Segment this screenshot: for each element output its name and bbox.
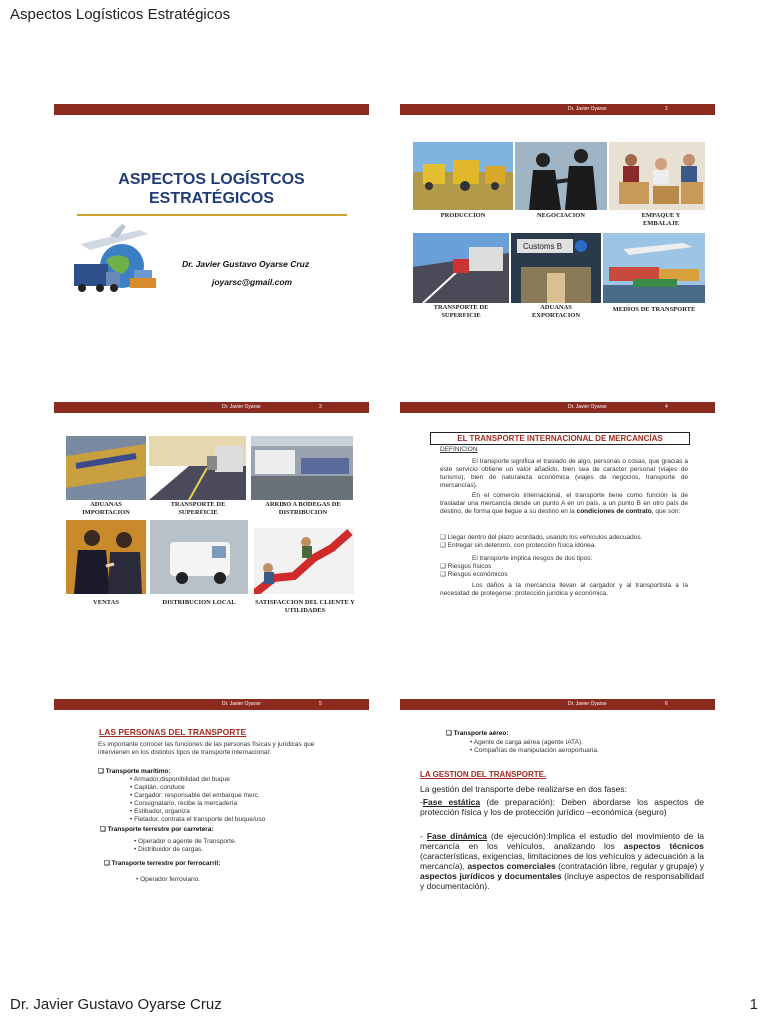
list-item: • Consignatario, recibe la mercadería (130, 800, 238, 807)
page-number: 1 (749, 996, 758, 1013)
slide-header-bar (400, 104, 715, 115)
footer-author: Dr. Javier Gustavo Oyarse Cruz (10, 996, 222, 1013)
slide-number: 2 (665, 106, 668, 112)
photo-distribucion-local (150, 520, 248, 594)
list-item: • Distribuidor de cargas. (134, 846, 204, 853)
caption-aduanas-importacion: ADUANAS IMPORTACION (82, 501, 130, 516)
title-divider (77, 214, 347, 216)
list-item: • Compañías de manipulación aeroportuaria. (470, 747, 599, 754)
logistics-image (70, 222, 158, 300)
slide-header-author: Dr. Javier Oyarse (222, 701, 261, 707)
air-list (470, 739, 599, 755)
photo-satisfaccion-cliente (254, 528, 354, 594)
slide-header-bar (54, 402, 369, 413)
road-list (134, 838, 236, 854)
list-item: • Cargador: responsable del embarque merc. (130, 792, 260, 799)
caption-negociacion: NEGOCIACION (536, 212, 586, 219)
paragraph-danos: Los daños a la mercancía llevan al cargador y al transportista a la necesidad de protegerse: protección jurídica y económica. (440, 582, 688, 597)
slide-6 (400, 699, 715, 939)
list-item: • Armador,disponibilidad del buque (130, 776, 230, 783)
photo-medios-transporte (603, 233, 705, 303)
slide-1 (54, 104, 369, 344)
intro-text: Es importante conocer las funciones de las personas físicas y jurídicas que intervienen en los distintos tipos de transporte internacional: (98, 741, 315, 756)
photo-aduanas-exportacion (511, 233, 601, 303)
slide-number: 3 (319, 404, 322, 410)
caption-empaque: EMPAQUE Y EMBALAJE (641, 212, 681, 227)
document-title: Aspectos Logísticos Estratégicos (10, 6, 231, 23)
slide-heading: LAS PERSONAS DEL TRANSPORTE (99, 727, 247, 737)
photo-ventas (66, 520, 146, 594)
list-item: • Agente de carga aérea (agente IATA). (470, 739, 583, 746)
list-item: • Fletador, contrata el transporte del buque/uso (130, 816, 266, 823)
slide-header-author: Dr. Javier Oyarse (568, 701, 607, 707)
paragraph-definition: El transporte significa el traslado de algo, personas o cosas, que gracias a este servicio obtiene un valor añadido, bien sea de carácter personal (viajes de turismo), bien de naturaleza económica (viajes de negocios, transporte de mercancías). (440, 458, 688, 489)
rail-list (136, 876, 200, 884)
caption-distribucion-local: DISTRIBUCION LOCAL (162, 599, 236, 606)
list-item: • Operador ferroviario. (136, 876, 201, 883)
rail-label: ❑ Transporte terrestre por ferrocarril: (104, 860, 221, 867)
slide-header-author: Dr. Javier Oyarse (568, 106, 607, 112)
air-label: ❑ Transporte aéreo: (446, 730, 509, 737)
slide-heading: EL TRANSPORTE INTERNACIONAL DE MERCANCÍAS (430, 432, 690, 445)
risks-list (440, 563, 508, 579)
subheading: DEFINICION (440, 446, 478, 453)
list-item: ❑ Llegar dentro del plazo acordado, usando los vehículos adecuados. (440, 534, 643, 541)
road-label: ❑ Transporte terrestre por carretera: (100, 826, 214, 833)
caption-aduanas-exportacion: ADUANAS EXPORTACION (531, 304, 581, 319)
slide-number: 6 (665, 701, 668, 707)
slide-header-bar (400, 699, 715, 710)
slide-2 (400, 104, 715, 344)
list-item: • Capitán, conduce (130, 784, 185, 791)
list-item: ❑ Entregar sin deterioro, con protección física idónea. (440, 542, 597, 549)
caption-transporte-superficie: TRANSPORTE DE SUPERFICIE (433, 304, 489, 319)
maritime-list (130, 776, 265, 824)
photo-transporte-superficie (413, 233, 509, 303)
caption-transporte-superficie: TRANSPORTE DE SUPERFICIE (170, 501, 226, 516)
slide-number: 4 (665, 404, 668, 410)
paragraph-comercio: En el comercio internacional, el transporte tiene como función la de trasladar una mercancía desde un punto A en un país, a un punto B en otro país de destino, de forma que llegue a su destino en la condiciones de contrato, que son: (440, 492, 688, 515)
maritime-label: ❑ Transporte marítimo: (98, 768, 171, 775)
slide-number: 5 (319, 701, 322, 707)
caption-produccion: PRODUCCION (440, 212, 486, 219)
phase-estatica: -Fase estática (de preparación): Deben abordarse los aspectos de protección física y los de protección jurídico –económica (seguro) (420, 797, 704, 817)
photo-negociacion (515, 142, 607, 210)
caption-arribo-bodegas: ARRIBO A BODEGAS DE DISTRIBUCION (265, 501, 341, 516)
slide-header-bar (54, 699, 369, 710)
slide-title: ASPECTOS LOGÍSTCOS ESTRATÉGICOS (118, 171, 305, 207)
caption-satisfaccion-cliente: SATISFACCION DEL CLIENTE Y UTILIDADES (255, 599, 355, 614)
list-item: ❑ Riesgos económicos (440, 571, 508, 578)
photo-empaque (609, 142, 705, 210)
slide-5 (54, 699, 369, 939)
intro-text: La gestión del transporte debe realizarse en dos fases: (420, 784, 627, 794)
slide-header-bar (54, 104, 369, 115)
caption-ventas: VENTAS (93, 599, 119, 606)
slide-header-bar (400, 402, 715, 413)
list-item: ❑ Riesgos físicos (440, 563, 492, 570)
slide-heading: LA GESTION DEL TRANSPORTE. (420, 770, 547, 779)
slide-header-author: Dr. Javier Oyarse (222, 404, 261, 410)
photo-transporte-superficie-2 (149, 436, 246, 500)
author-email[interactable]: joyarsc@gmail.com (212, 277, 293, 287)
caption-medios-transporte: MEDIOS DE TRANSPORTE (612, 306, 696, 313)
photo-produccion (413, 142, 513, 210)
list-item: • Operador o agente de Transporte. (134, 838, 237, 845)
paragraph-riesgos: El transporte implica riesgos de dos tipos: (472, 555, 593, 562)
slide-3 (54, 402, 369, 642)
phase-dinamica: - Fase dinámica (de ejecución):Implica el estudio del movimiento de la mercancía en los vehículos, analizando los aspectos técnicos (características, exigencias, limitaciones de los vehículos y adecuación a la mercancía), aspectos comerciales (contratación libre, regular y grupaje) y aspectos jurídicos y documentales (incluye aspectos de responsabilidad y documentación). (420, 831, 705, 891)
conditions-list (440, 534, 700, 550)
photo-aduanas-importacion (66, 436, 146, 500)
slide-4 (400, 402, 715, 642)
photo-arribo-bodegas (251, 436, 353, 500)
slide-header-author: Dr. Javier Oyarse (568, 404, 607, 410)
author-name: Dr. Javier Gustavo Oyarse Cruz (182, 259, 310, 269)
list-item: • Estibador, organiza (130, 808, 190, 815)
customs-sign-text: Customs B (523, 242, 563, 251)
